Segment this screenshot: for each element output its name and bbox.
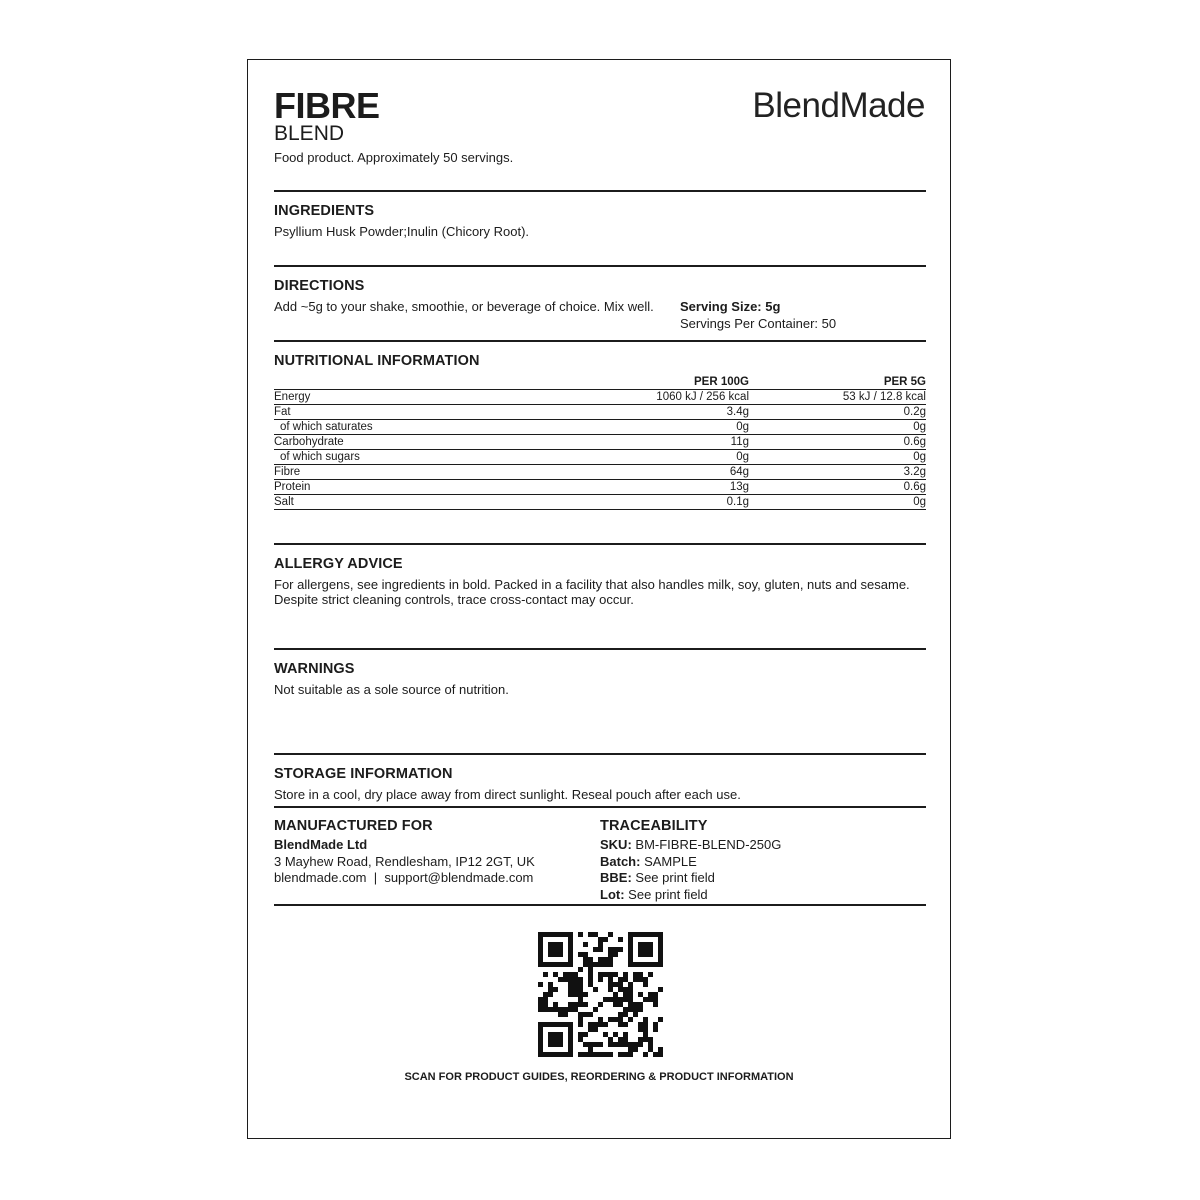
value-per-5g: 0g <box>749 450 926 465</box>
value-per-5g: 0g <box>749 495 926 510</box>
trace-batch-value: SAMPLE <box>644 854 697 869</box>
trace-lot-label: Lot: <box>600 887 625 902</box>
trace-lot-value: See print field <box>628 887 708 902</box>
nutrition-column-header: PER 5G <box>749 375 926 390</box>
nutrient-name: Energy <box>274 390 524 405</box>
traceability-heading: TRACEABILITY <box>600 818 708 834</box>
nutrient-name: Fat <box>274 405 524 420</box>
value-per-100g: 0.1g <box>524 495 749 510</box>
nutrition-column-header: PER 100G <box>524 375 749 390</box>
nutrient-name: of which sugars <box>274 450 524 465</box>
product-description: Food product. Approximately 50 servings. <box>274 150 514 165</box>
storage-text: Store in a cool, dry place away from direct sunlight. Reseal pouch after each use. <box>274 787 741 802</box>
nutrition-row <box>274 450 926 465</box>
trace-lot <box>600 887 708 903</box>
serving-size: Serving Size: 5g <box>680 299 781 314</box>
value-per-100g: 13g <box>524 480 749 495</box>
nutrient-name: Carbohydrate <box>274 435 524 450</box>
trace-bbe-value: See print field <box>635 870 715 885</box>
divider <box>274 806 926 808</box>
divider <box>274 340 926 342</box>
trace-batch-label: Batch: <box>600 854 641 869</box>
value-per-100g: 0g <box>524 450 749 465</box>
allergy-heading: ALLERGY ADVICE <box>274 556 403 572</box>
divider <box>274 190 926 192</box>
warnings-heading: WARNINGS <box>274 661 355 677</box>
value-per-100g: 0g <box>524 420 749 435</box>
nutrition-row <box>274 390 926 405</box>
nutrition-row <box>274 495 926 510</box>
divider <box>274 904 926 906</box>
divider <box>274 265 926 267</box>
nutrition-row <box>274 465 926 480</box>
nutrition-row <box>274 435 926 450</box>
product-label <box>247 59 951 1139</box>
divider <box>274 543 926 545</box>
trace-bbe-label: BBE: <box>600 870 632 885</box>
allergy-text-line: For allergens, see ingredients in bold. Packed in a facility that also handles milk, soy, gluten, nuts and sesame. <box>274 577 910 592</box>
nutrient-name: of which saturates <box>274 420 524 435</box>
nutrition-heading: NUTRITIONAL INFORMATION <box>274 353 480 369</box>
ingredients-heading: INGREDIENTS <box>274 203 375 219</box>
manufacturer-address: 3 Mayhew Road, Rendlesham, IP12 2GT, UK <box>274 854 535 869</box>
nutrient-name: Protein <box>274 480 524 495</box>
trace-sku-label: SKU: <box>600 837 632 852</box>
storage-heading: STORAGE INFORMATION <box>274 766 453 782</box>
trace-sku <box>600 837 781 853</box>
nutrition-row <box>274 420 926 435</box>
value-per-100g: 11g <box>524 435 749 450</box>
divider <box>274 648 926 650</box>
warnings-text: Not suitable as a sole source of nutrition. <box>274 682 509 697</box>
qr-caption: SCAN FOR PRODUCT GUIDES, REORDERING & PRODUCT INFORMATION <box>404 1071 794 1083</box>
manufacturer-company: BlendMade Ltd <box>274 837 368 852</box>
value-per-100g: 64g <box>524 465 749 480</box>
directions-heading: DIRECTIONS <box>274 278 365 294</box>
nutrient-name: Salt <box>274 495 524 510</box>
servings-per-container: Servings Per Container: 50 <box>680 316 837 331</box>
directions-text: Add ~5g to your shake, smoothie, or beverage of choice. Mix well. <box>274 299 654 314</box>
divider <box>274 753 926 755</box>
ingredients-text: Psyllium Husk Powder;Inulin (Chicory Root). <box>274 224 530 239</box>
value-per-100g: 1060 kJ / 256 kcal <box>524 390 749 405</box>
nutrition-column-header <box>274 375 524 390</box>
nutrition-row <box>274 480 926 495</box>
value-per-5g: 0.2g <box>749 405 926 420</box>
nutrient-name: Fibre <box>274 465 524 480</box>
manufacturer-heading: MANUFACTURED FOR <box>274 818 433 834</box>
trace-sku-value: BM-FIBRE-BLEND-250G <box>635 837 782 852</box>
nutrition-header-row <box>274 375 926 390</box>
manufacturer-contact: blendmade.com | support@blendmade.com <box>274 870 534 885</box>
value-per-100g: 3.4g <box>524 405 749 420</box>
value-per-5g: 0g <box>749 420 926 435</box>
value-per-5g: 3.2g <box>749 465 926 480</box>
value-per-5g: 0.6g <box>749 480 926 495</box>
brand-logo: BlendMade <box>752 86 925 125</box>
nutrition-table <box>274 375 926 510</box>
qr-code-icon[interactable] <box>538 932 663 1057</box>
product-variant: BLEND <box>274 122 345 145</box>
product-name: FIBRE <box>274 85 380 126</box>
value-per-5g: 53 kJ / 12.8 kcal <box>749 390 926 405</box>
value-per-5g: 0.6g <box>749 435 926 450</box>
allergy-text-line: Despite strict cleaning controls, trace cross-contact may occur. <box>274 592 634 607</box>
nutrition-row <box>274 405 926 420</box>
trace-bbe <box>600 870 715 886</box>
trace-batch <box>600 854 697 870</box>
